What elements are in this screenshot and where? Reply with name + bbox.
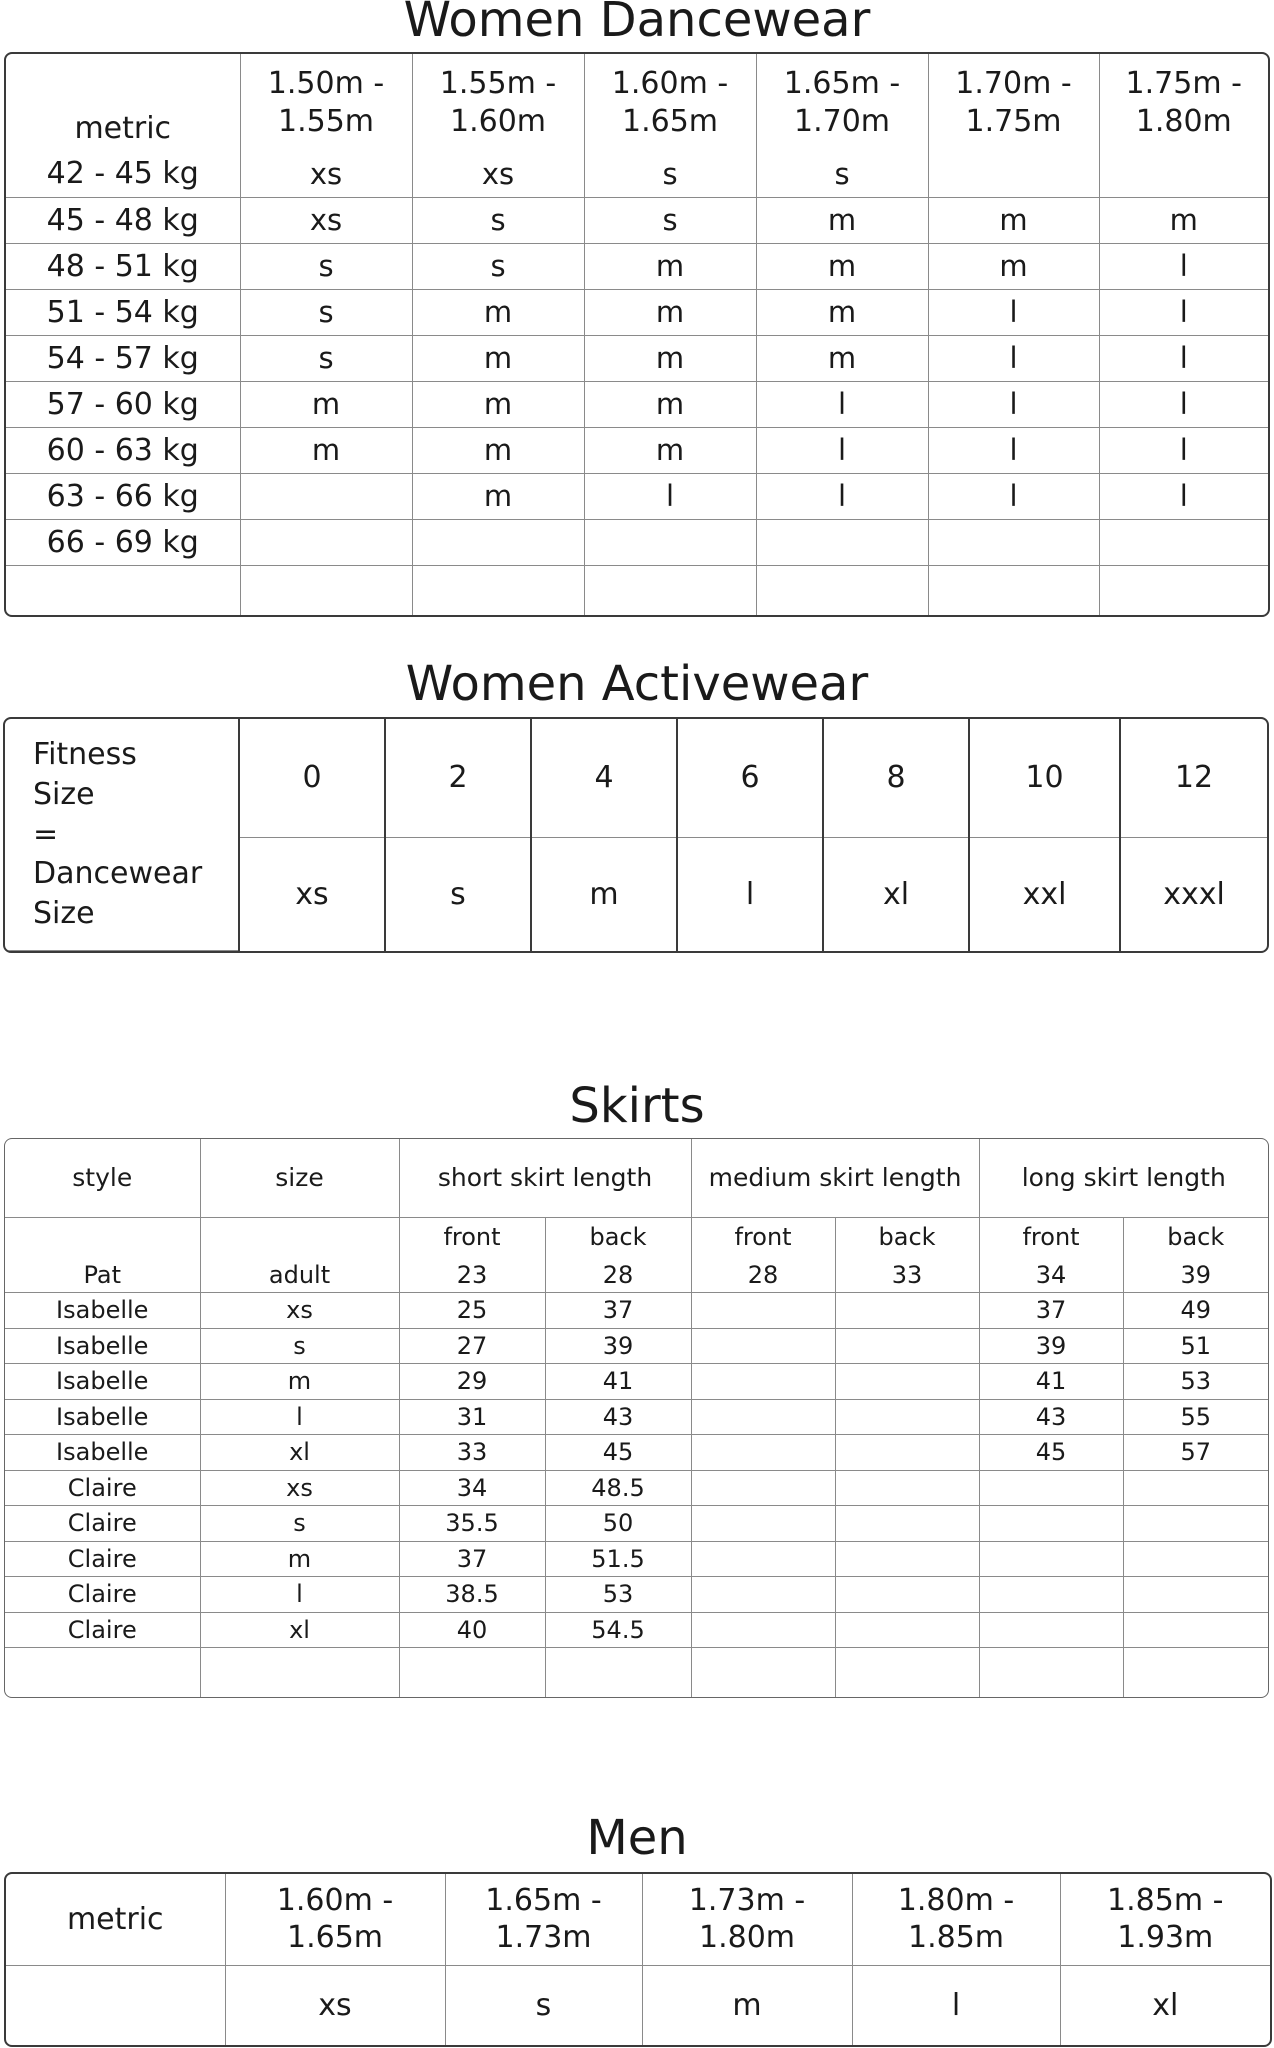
size-cell: s: [240, 243, 412, 289]
size-cell: m: [240, 381, 412, 427]
size-cell: [756, 519, 928, 565]
skirt-length-cell: 37: [399, 1541, 545, 1577]
skirt-style-cell: Isabelle: [5, 1399, 200, 1435]
size-cell: s: [756, 151, 928, 197]
size-cell: m: [412, 289, 584, 335]
skirt-length-cell: 33: [399, 1435, 545, 1471]
skirts-title: Skirts: [569, 1078, 705, 1134]
weight-range-label: 63 - 66 kg: [6, 473, 240, 519]
size-cell: [1099, 151, 1268, 197]
table-row: [5, 1435, 1268, 1471]
skirt-length-cell: 45: [545, 1435, 691, 1471]
table-row: [5, 1577, 1268, 1613]
weight-range-label: 66 - 69 kg: [6, 519, 240, 565]
skirt-length-cell: 48.5: [545, 1470, 691, 1506]
size-cell: l: [756, 427, 928, 473]
men-empty-cell: [6, 1965, 225, 2045]
size-cell: m: [584, 427, 756, 473]
table-row: [5, 1612, 1268, 1648]
skirt-length-cell: [835, 1399, 979, 1435]
dancewear-height-header: 1.75m - 1.80m: [1099, 54, 1268, 151]
size-cell: m: [584, 335, 756, 381]
skirt-style-cell: Isabelle: [5, 1364, 200, 1400]
size-cell: l: [928, 427, 1099, 473]
weight-range-label: [6, 565, 240, 615]
size-cell: m: [756, 243, 928, 289]
skirt-length-cell: 31: [399, 1399, 545, 1435]
men-size-cell: l: [852, 1965, 1060, 2045]
table-row: [5, 1257, 1268, 1293]
fitness-size-cell: 6: [677, 719, 823, 837]
skirt-length-cell: [979, 1470, 1123, 1506]
skirt-length-cell: 55: [1123, 1399, 1268, 1435]
weight-range-label: 60 - 63 kg: [6, 427, 240, 473]
dancewear-height-header: 1.60m - 1.65m: [584, 54, 756, 151]
skirt-length-cell: [835, 1648, 979, 1699]
skirt-size-cell: [200, 1648, 399, 1699]
size-cell: [412, 519, 584, 565]
size-cell: xs: [240, 197, 412, 243]
skirt-style-cell: Claire: [5, 1612, 200, 1648]
skirt-length-cell: 41: [545, 1364, 691, 1400]
skirt-style-cell: Isabelle: [5, 1435, 200, 1471]
skirt-length-cell: 37: [979, 1293, 1123, 1329]
dancewear-size-cell: l: [677, 837, 823, 951]
size-cell: [928, 151, 1099, 197]
skirt-size-cell: l: [200, 1577, 399, 1613]
skirt-length-cell: 41: [979, 1364, 1123, 1400]
skirt-size-cell: xl: [200, 1612, 399, 1648]
size-cell: [1099, 519, 1268, 565]
skirt-length-cell: 23: [399, 1257, 545, 1293]
dancewear-size-cell: m: [531, 837, 677, 951]
skirt-length-cell: 51.5: [545, 1541, 691, 1577]
size-cell: l: [928, 381, 1099, 427]
skirt-length-cell: [835, 1328, 979, 1364]
table-row: [6, 565, 1268, 615]
men-corner-label: metric: [6, 1874, 225, 1965]
skirts-subheader: front: [691, 1217, 835, 1257]
size-cell: s: [584, 151, 756, 197]
size-cell: [928, 519, 1099, 565]
size-cell: m: [756, 335, 928, 381]
skirt-length-cell: [835, 1364, 979, 1400]
skirt-length-cell: 39: [545, 1328, 691, 1364]
size-cell: l: [1099, 473, 1268, 519]
size-cell: l: [1099, 381, 1268, 427]
table-row: [5, 1470, 1268, 1506]
skirt-length-cell: [835, 1541, 979, 1577]
skirt-length-cell: [691, 1435, 835, 1471]
skirt-length-cell: [545, 1648, 691, 1699]
skirt-length-cell: 39: [979, 1328, 1123, 1364]
dancewear-size-cell: xs: [239, 837, 385, 951]
size-cell: l: [756, 381, 928, 427]
dancewear-size-cell: xxxl: [1120, 837, 1267, 951]
skirt-style-cell: Claire: [5, 1577, 200, 1613]
table-row: [5, 1506, 1268, 1542]
men-height-header: 1.65m - 1.73m: [445, 1874, 642, 1965]
skirt-length-cell: [691, 1364, 835, 1400]
men-size-cell: xs: [225, 1965, 445, 2045]
skirt-length-cell: 34: [399, 1470, 545, 1506]
skirts-long-header: long skirt length: [979, 1139, 1268, 1217]
skirt-length-cell: [1123, 1541, 1268, 1577]
table-row: [6, 473, 1268, 519]
size-cell: l: [928, 473, 1099, 519]
size-cell: m: [928, 243, 1099, 289]
dancewear-height-header: 1.70m - 1.75m: [928, 54, 1099, 151]
table-row: [6, 381, 1268, 427]
skirts-subheader: front: [979, 1217, 1123, 1257]
skirt-length-cell: [691, 1293, 835, 1329]
weight-range-label: 45 - 48 kg: [6, 197, 240, 243]
size-cell: l: [1099, 243, 1268, 289]
skirt-length-cell: 57: [1123, 1435, 1268, 1471]
table-row: [5, 1364, 1268, 1400]
skirt-length-cell: [1123, 1577, 1268, 1613]
skirts-subheader: back: [1123, 1217, 1268, 1257]
dancewear-height-header: 1.65m - 1.70m: [756, 54, 928, 151]
skirt-size-cell: xl: [200, 1435, 399, 1471]
skirt-length-cell: 39: [1123, 1257, 1268, 1293]
weight-range-label: 42 - 45 kg: [6, 151, 240, 197]
men-size-cell: xl: [1060, 1965, 1270, 2045]
dancewear-title: Women Dancewear: [403, 0, 871, 48]
skirt-style-cell: Pat: [5, 1257, 200, 1293]
skirts-subheader: back: [835, 1217, 979, 1257]
skirt-length-cell: [691, 1328, 835, 1364]
dancewear-corner-label: metric: [6, 54, 240, 151]
skirts-subheader: front: [399, 1217, 545, 1257]
skirt-length-cell: [835, 1435, 979, 1471]
size-cell: m: [756, 289, 928, 335]
fitness-size-cell: 4: [531, 719, 677, 837]
fitness-size-cell: 8: [823, 719, 969, 837]
fitness-size-cell: 10: [969, 719, 1120, 837]
skirt-length-cell: 54.5: [545, 1612, 691, 1648]
skirts-subheader: back: [545, 1217, 691, 1257]
size-cell: m: [412, 381, 584, 427]
skirt-style-cell: [5, 1648, 200, 1699]
size-cell: m: [1099, 197, 1268, 243]
size-cell: [412, 565, 584, 615]
men-title: Men: [586, 1810, 688, 1866]
table-row: [6, 243, 1268, 289]
size-cell: xs: [240, 151, 412, 197]
men-size-cell: m: [642, 1965, 852, 2045]
skirt-size-cell: s: [200, 1328, 399, 1364]
skirt-length-cell: 50: [545, 1506, 691, 1542]
size-cell: l: [1099, 427, 1268, 473]
skirt-length-cell: 40: [399, 1612, 545, 1648]
skirt-length-cell: 37: [545, 1293, 691, 1329]
men-height-header: 1.73m - 1.80m: [642, 1874, 852, 1965]
size-cell: [240, 473, 412, 519]
size-cell: l: [928, 289, 1099, 335]
size-cell: [1099, 565, 1268, 615]
skirt-length-cell: 49: [1123, 1293, 1268, 1329]
skirt-length-cell: [1123, 1506, 1268, 1542]
size-cell: [240, 519, 412, 565]
skirt-size-cell: m: [200, 1541, 399, 1577]
size-cell: s: [412, 197, 584, 243]
skirts-style-header: style: [5, 1139, 200, 1217]
weight-range-label: 54 - 57 kg: [6, 335, 240, 381]
weight-range-label: 51 - 54 kg: [6, 289, 240, 335]
size-cell: l: [928, 335, 1099, 381]
table-row: [5, 1328, 1268, 1364]
skirt-length-cell: 53: [545, 1577, 691, 1613]
skirt-length-cell: 43: [545, 1399, 691, 1435]
activewear-label: Fitness Size = Dancewear Size: [5, 719, 239, 951]
size-cell: m: [756, 197, 928, 243]
size-cell: s: [584, 197, 756, 243]
size-cell: m: [584, 289, 756, 335]
skirt-length-cell: 38.5: [399, 1577, 545, 1613]
table-row: [5, 1399, 1268, 1435]
size-cell: l: [756, 473, 928, 519]
table-row: [5, 1293, 1268, 1329]
men-size-cell: s: [445, 1965, 642, 2045]
activewear-table: [3, 717, 1269, 953]
activewear-title: Women Activewear: [405, 656, 869, 712]
dancewear-size-cell: xl: [823, 837, 969, 951]
skirts-size-header: size: [200, 1139, 399, 1217]
skirt-style-cell: Claire: [5, 1541, 200, 1577]
skirt-length-cell: 35.5: [399, 1506, 545, 1542]
skirt-style-cell: Claire: [5, 1470, 200, 1506]
skirt-style-cell: Isabelle: [5, 1293, 200, 1329]
size-cell: [756, 565, 928, 615]
skirt-length-cell: [835, 1612, 979, 1648]
size-cell: s: [240, 289, 412, 335]
skirt-length-cell: [835, 1506, 979, 1542]
men-table: [4, 1872, 1272, 2047]
dancewear-table: [4, 52, 1270, 617]
skirt-length-cell: [691, 1612, 835, 1648]
table-row: [6, 289, 1268, 335]
table-row: [6, 519, 1268, 565]
size-cell: m: [584, 381, 756, 427]
size-cell: m: [584, 243, 756, 289]
men-height-header: 1.85m - 1.93m: [1060, 1874, 1270, 1965]
dancewear-height-header: 1.55m - 1.60m: [412, 54, 584, 151]
size-cell: xs: [412, 151, 584, 197]
table-row: [5, 1648, 1268, 1699]
size-cell: m: [412, 473, 584, 519]
skirt-length-cell: 28: [545, 1257, 691, 1293]
size-cell: l: [584, 473, 756, 519]
dancewear-height-header: 1.50m - 1.55m: [240, 54, 412, 151]
skirts-sub-empty: [5, 1217, 200, 1257]
dancewear-size-cell: xxl: [969, 837, 1120, 951]
table-row: [6, 335, 1268, 381]
skirt-length-cell: 43: [979, 1399, 1123, 1435]
size-cell: m: [240, 427, 412, 473]
skirt-size-cell: adult: [200, 1257, 399, 1293]
fitness-size-cell: 12: [1120, 719, 1267, 837]
skirt-size-cell: l: [200, 1399, 399, 1435]
skirt-length-cell: 53: [1123, 1364, 1268, 1400]
table-row: [5, 1541, 1268, 1577]
size-cell: [584, 565, 756, 615]
skirts-medium-header: medium skirt length: [691, 1139, 979, 1217]
table-row: [6, 197, 1268, 243]
size-cell: l: [1099, 335, 1268, 381]
skirt-length-cell: [691, 1399, 835, 1435]
size-cell: [240, 565, 412, 615]
skirt-length-cell: 28: [691, 1257, 835, 1293]
table-row: [6, 151, 1268, 197]
men-height-header: 1.60m - 1.65m: [225, 1874, 445, 1965]
skirt-length-cell: [691, 1648, 835, 1699]
skirt-length-cell: [1123, 1612, 1268, 1648]
skirt-length-cell: 25: [399, 1293, 545, 1329]
skirt-length-cell: [691, 1541, 835, 1577]
size-cell: l: [1099, 289, 1268, 335]
skirt-length-cell: [835, 1293, 979, 1329]
weight-range-label: 57 - 60 kg: [6, 381, 240, 427]
skirt-length-cell: [979, 1577, 1123, 1613]
skirt-size-cell: s: [200, 1506, 399, 1542]
skirt-size-cell: xs: [200, 1470, 399, 1506]
skirt-length-cell: [1123, 1470, 1268, 1506]
fitness-size-cell: 2: [385, 719, 531, 837]
size-cell: [928, 565, 1099, 615]
table-row: [6, 427, 1268, 473]
men-height-header: 1.80m - 1.85m: [852, 1874, 1060, 1965]
skirt-length-cell: [979, 1648, 1123, 1699]
weight-range-label: 48 - 51 kg: [6, 243, 240, 289]
skirt-length-cell: [835, 1470, 979, 1506]
skirt-size-cell: xs: [200, 1293, 399, 1329]
skirt-length-cell: 27: [399, 1328, 545, 1364]
skirt-style-cell: Claire: [5, 1506, 200, 1542]
skirt-length-cell: 51: [1123, 1328, 1268, 1364]
size-cell: s: [412, 243, 584, 289]
skirt-length-cell: 29: [399, 1364, 545, 1400]
size-cell: m: [412, 335, 584, 381]
skirt-style-cell: Isabelle: [5, 1328, 200, 1364]
skirt-size-cell: m: [200, 1364, 399, 1400]
skirt-length-cell: [835, 1577, 979, 1613]
skirt-length-cell: 33: [835, 1257, 979, 1293]
skirt-length-cell: [691, 1470, 835, 1506]
size-cell: [584, 519, 756, 565]
size-cell: s: [240, 335, 412, 381]
skirt-length-cell: [691, 1506, 835, 1542]
skirt-length-cell: [399, 1648, 545, 1699]
skirts-short-header: short skirt length: [399, 1139, 691, 1217]
size-cell: m: [412, 427, 584, 473]
skirt-length-cell: [691, 1577, 835, 1613]
skirt-length-cell: 45: [979, 1435, 1123, 1471]
skirt-length-cell: [1123, 1648, 1268, 1699]
skirts-sub-empty: [200, 1217, 399, 1257]
skirt-length-cell: [979, 1506, 1123, 1542]
size-cell: m: [928, 197, 1099, 243]
skirt-length-cell: 34: [979, 1257, 1123, 1293]
fitness-size-cell: 0: [239, 719, 385, 837]
skirts-table: [4, 1138, 1269, 1698]
dancewear-size-cell: s: [385, 837, 531, 951]
skirt-length-cell: [979, 1541, 1123, 1577]
skirt-length-cell: [979, 1612, 1123, 1648]
